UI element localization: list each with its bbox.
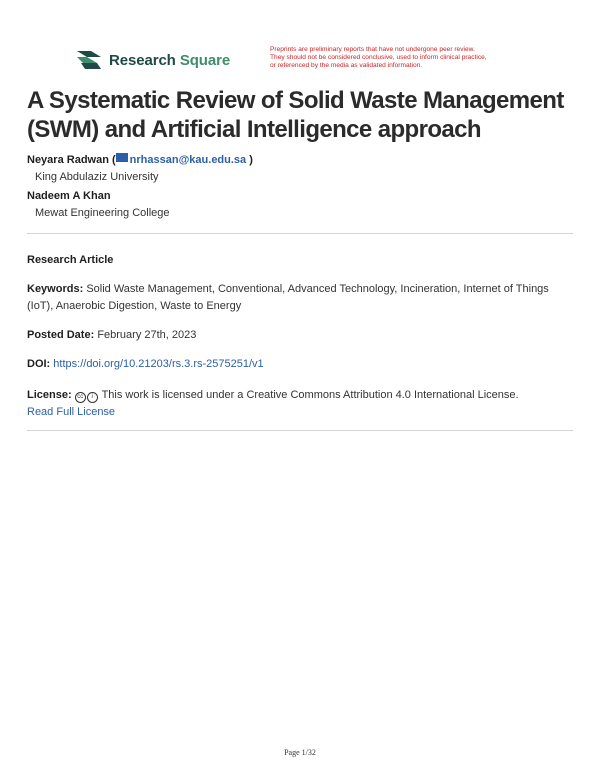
article-type: Research Article (27, 254, 114, 266)
doi-label: DOI: (27, 358, 51, 370)
author-list (27, 152, 567, 224)
disclaimer-line: Preprints are preliminary reports that have not undergone peer review. (270, 46, 475, 53)
attribution-icon: i (87, 392, 98, 403)
posted-date (27, 327, 573, 344)
author-affiliation: King Abdulaziz University (35, 171, 159, 183)
keywords-label: Keywords: (27, 283, 84, 295)
article-title: A Systematic Review of Solid Waste Management (SWM) and Artificial Intelligence approach (27, 87, 564, 143)
creative-commons-icon: cc (75, 392, 86, 403)
disclaimer-line: They should not be considered conclusive, used to inform clinical practice, (270, 54, 487, 61)
page-number: Page 1/32 (284, 748, 316, 757)
keywords-value: Solid Waste Management, Conventional, Advanced Technology, Incineration, Internet of Things (IoT), Anaerobic Digestion, Waste to Energy (27, 283, 549, 312)
license-label: License: (27, 389, 72, 401)
preprint-disclaimer (270, 46, 570, 70)
page-header (0, 0, 600, 80)
license-text: This work is licensed under a Creative Commons Attribution 4.0 International License. (101, 389, 519, 401)
keywords (27, 281, 573, 315)
disclaimer-line: or referenced by the media as validated information. (270, 62, 423, 69)
author-email-link[interactable]: nrhassan@kau.edu.sa (129, 154, 247, 166)
divider (27, 430, 573, 431)
author-affiliation: Mewat Engineering College (35, 207, 170, 219)
doi (27, 356, 573, 373)
author-name: Neyara Radwan ( nrhassan@kau.edu.sa ) (27, 154, 253, 166)
license (27, 387, 573, 421)
envelope-icon (116, 153, 128, 162)
posted-date-value: February 27th, 2023 (97, 329, 197, 341)
divider (27, 233, 573, 234)
posted-date-label: Posted Date: (27, 329, 95, 341)
author-name: Nadeem A Khan (27, 190, 111, 202)
brand-name: Research Square (109, 51, 231, 69)
research-square-logo[interactable] (75, 49, 230, 71)
read-full-license-link[interactable]: Read Full License (27, 406, 116, 418)
doi-link[interactable]: https://doi.org/10.21203/rs.3.rs-2575251/v1 (53, 358, 264, 370)
research-square-logo-icon (75, 49, 103, 71)
